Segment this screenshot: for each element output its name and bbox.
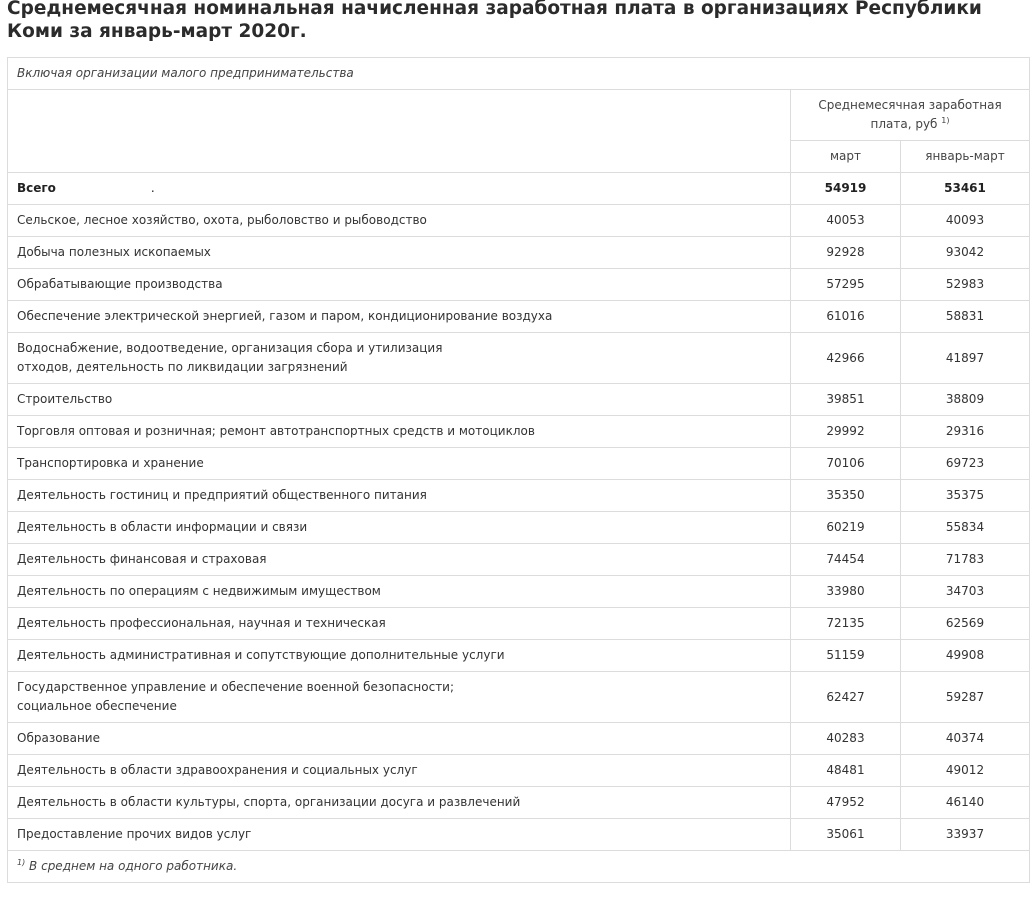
table-row <box>8 544 1030 576</box>
wage-table <box>7 57 1030 883</box>
row-jan-mar: 49012 <box>901 755 1030 787</box>
row-label: Обрабатывающие производства <box>8 269 791 301</box>
table-row <box>8 205 1030 237</box>
table-row <box>8 723 1030 755</box>
table-row <box>8 269 1030 301</box>
table-row <box>8 608 1030 640</box>
row-label: Деятельность в области информации и связи <box>8 512 791 544</box>
table-row <box>8 576 1030 608</box>
row-label: Предоставление прочих видов услуг <box>8 819 791 851</box>
row-label: Сельское, лесное хозяйство, охота, рыболовство и рыбоводство <box>8 205 791 237</box>
row-march: 74454 <box>791 544 901 576</box>
row-label: Водоснабжение, водоотведение, организация сбора и утилизация отходов, деятельность по ликвидации загрязнений <box>8 333 791 384</box>
table-note: Включая организации малого предпринимательства <box>8 58 1030 90</box>
row-jan-mar: 41897 <box>901 333 1030 384</box>
row-march: 70106 <box>791 448 901 480</box>
table-row <box>8 672 1030 723</box>
row-label: Транспортировка и хранение <box>8 448 791 480</box>
stray-dot: . <box>150 181 155 195</box>
row-jan-mar: 40093 <box>901 205 1030 237</box>
row-march: 42966 <box>791 333 901 384</box>
header-col-march: март <box>791 141 901 173</box>
header-group-label: Среднемесячная заработная плата, руб <box>818 98 1002 131</box>
table-row <box>8 301 1030 333</box>
row-march: 60219 <box>791 512 901 544</box>
row-label: Деятельность гостиниц и предприятий общественного питания <box>8 480 791 512</box>
row-jan-mar: 59287 <box>901 672 1030 723</box>
footnote-mark: 1) <box>17 858 26 867</box>
table-row <box>8 755 1030 787</box>
row-march: 72135 <box>791 608 901 640</box>
row-label: Деятельность профессиональная, научная и техническая <box>8 608 791 640</box>
row-march: 57295 <box>791 269 901 301</box>
total-row <box>8 173 1030 205</box>
footnote-cell <box>8 851 1030 883</box>
row-label: Добыча полезных ископаемых <box>8 237 791 269</box>
footnote-text: В среднем на одного работника. <box>29 859 238 873</box>
total-march: 54919 <box>791 173 901 205</box>
table-row <box>8 448 1030 480</box>
row-march: 40283 <box>791 723 901 755</box>
header-row <box>8 90 1030 141</box>
row-march: 61016 <box>791 301 901 333</box>
row-jan-mar: 93042 <box>901 237 1030 269</box>
row-march: 35350 <box>791 480 901 512</box>
row-jan-mar: 38809 <box>901 384 1030 416</box>
row-march: 48481 <box>791 755 901 787</box>
row-jan-mar: 55834 <box>901 512 1030 544</box>
row-label: Деятельность по операциям с недвижимым имуществом <box>8 576 791 608</box>
row-label: Обеспечение электрической энергией, газом и паром, кондиционирование воздуха <box>8 301 791 333</box>
row-jan-mar: 40374 <box>901 723 1030 755</box>
table-row <box>8 416 1030 448</box>
row-label: Деятельность в области культуры, спорта, организации досуга и развлечений <box>8 787 791 819</box>
row-label: Строительство <box>8 384 791 416</box>
row-label: Образование <box>8 723 791 755</box>
row-jan-mar: 52983 <box>901 269 1030 301</box>
row-march: 51159 <box>791 640 901 672</box>
total-jan-mar: 53461 <box>901 173 1030 205</box>
total-label: Всего <box>17 181 56 195</box>
table-row <box>8 237 1030 269</box>
row-jan-mar: 35375 <box>901 480 1030 512</box>
table-row <box>8 512 1030 544</box>
row-jan-mar: 49908 <box>901 640 1030 672</box>
table-row <box>8 819 1030 851</box>
row-label: Государственное управление и обеспечение военной безопасности; социальное обеспечение <box>8 672 791 723</box>
row-jan-mar: 71783 <box>901 544 1030 576</box>
row-jan-mar: 46140 <box>901 787 1030 819</box>
row-march: 92928 <box>791 237 901 269</box>
header-group-footnote-mark: 1) <box>941 116 950 125</box>
row-march: 62427 <box>791 672 901 723</box>
table-row <box>8 787 1030 819</box>
row-label: Деятельность финансовая и страховая <box>8 544 791 576</box>
table-body <box>8 205 1030 851</box>
header-group-cell <box>791 90 1030 141</box>
row-march: 29992 <box>791 416 901 448</box>
row-label: Деятельность административная и сопутствующие дополнительные услуги <box>8 640 791 672</box>
table-row <box>8 384 1030 416</box>
wage-table-container <box>7 57 1029 883</box>
row-jan-mar: 29316 <box>901 416 1030 448</box>
row-march: 35061 <box>791 819 901 851</box>
row-jan-mar: 34703 <box>901 576 1030 608</box>
table-row <box>8 333 1030 384</box>
footnote-row <box>8 851 1030 883</box>
header-empty-cell <box>8 90 791 173</box>
table-row <box>8 640 1030 672</box>
row-march: 39851 <box>791 384 901 416</box>
row-march: 40053 <box>791 205 901 237</box>
row-jan-mar: 69723 <box>901 448 1030 480</box>
row-label: Деятельность в области здравоохранения и социальных услуг <box>8 755 791 787</box>
table-row <box>8 480 1030 512</box>
row-march: 47952 <box>791 787 901 819</box>
total-label-cell <box>8 173 791 205</box>
header-col-jan-mar: январь-март <box>901 141 1030 173</box>
table-note-row <box>8 58 1030 90</box>
row-jan-mar: 33937 <box>901 819 1030 851</box>
row-label: Торговля оптовая и розничная; ремонт автотранспортных средств и мотоциклов <box>8 416 791 448</box>
row-jan-mar: 58831 <box>901 301 1030 333</box>
row-march: 33980 <box>791 576 901 608</box>
row-jan-mar: 62569 <box>901 608 1030 640</box>
page-title: Среднемесячная номинальная начисленная заработная плата в организациях Республики Коми за январь-март 2020г. <box>7 0 982 42</box>
